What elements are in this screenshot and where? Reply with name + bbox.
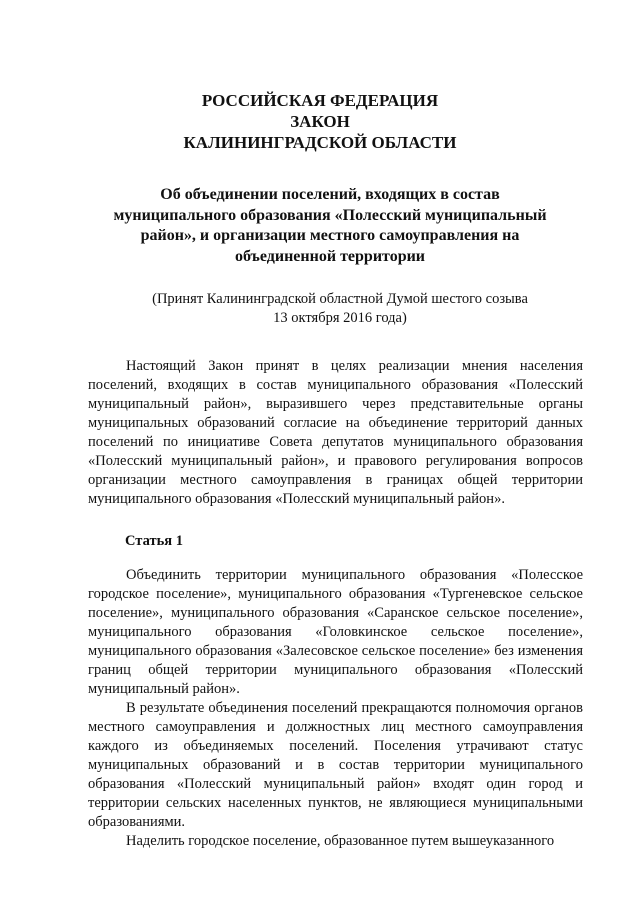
adoption-note-line: (Принят Калининградской областной Думой шестого созыва [152, 291, 528, 307]
article-body [88, 566, 583, 851]
adoption-note-line: 13 октября 2016 года) [273, 310, 407, 326]
article-paragraph: В результате объединения поселений прекращаются полномочия органов местного самоуправления и должностных лиц местного самоуправления каждого из объединяемых поселений. Поселения утрачивают статус муниципальных образований и в состав территории муниципального образования «Полесский муниципальный район» входят один город и территории сельских населенных пунктов, не являющиеся муниципальными образованиями. [88, 700, 583, 830]
article-heading: Статья 1 [125, 533, 183, 549]
header-law: ЗАКОН [290, 112, 350, 131]
law-title-line: район», и организации местного самоуправления на [140, 227, 520, 244]
document-header [0, 90, 640, 153]
law-title-line: муниципального образования «Полесский муниципальный [113, 206, 547, 224]
law-title-line: Об объединении поселений, входящих в состав [160, 186, 500, 203]
law-title-line: объединенной территории [234, 247, 426, 265]
article-paragraph: Объединить территории муниципального образования «Полесское городское поселение», муниципального образования «Тургеневское сельское поселение», муниципального образования «Саранское сельское поселение», муниципального образования «Головкинское сельское поселение», муниципального образования «Залесовское сельское поселение» без изменения границ общей территории муниципального образования «Полесский муниципальный район». [88, 567, 583, 697]
adoption-note [140, 290, 540, 328]
header-country: РОССИЙСКАЯ ФЕДЕРАЦИЯ [201, 91, 439, 110]
header-region: КАЛИНИНГРАДСКОЙ ОБЛАСТИ [183, 133, 457, 152]
preamble-paragraph: Настоящий Закон принят в целях реализации мнения населения поселений, входящих в состав муниципального образования «Полесский муниципальный район», выразившего через представительные органы муниципальных образований согласие на объединение территорий данных поселений по инициативе Совета депутатов муниципального образования «Полесский муниципальный район», и правового регулирования вопросов организации местного самоуправления в границах общей территории муниципального образования «Полесский муниципальный район». [88, 358, 583, 507]
preamble [88, 357, 583, 509]
article-paragraph: Наделить городское поселение, образованное путем вышеуказанного [126, 833, 555, 849]
law-title [95, 185, 565, 267]
